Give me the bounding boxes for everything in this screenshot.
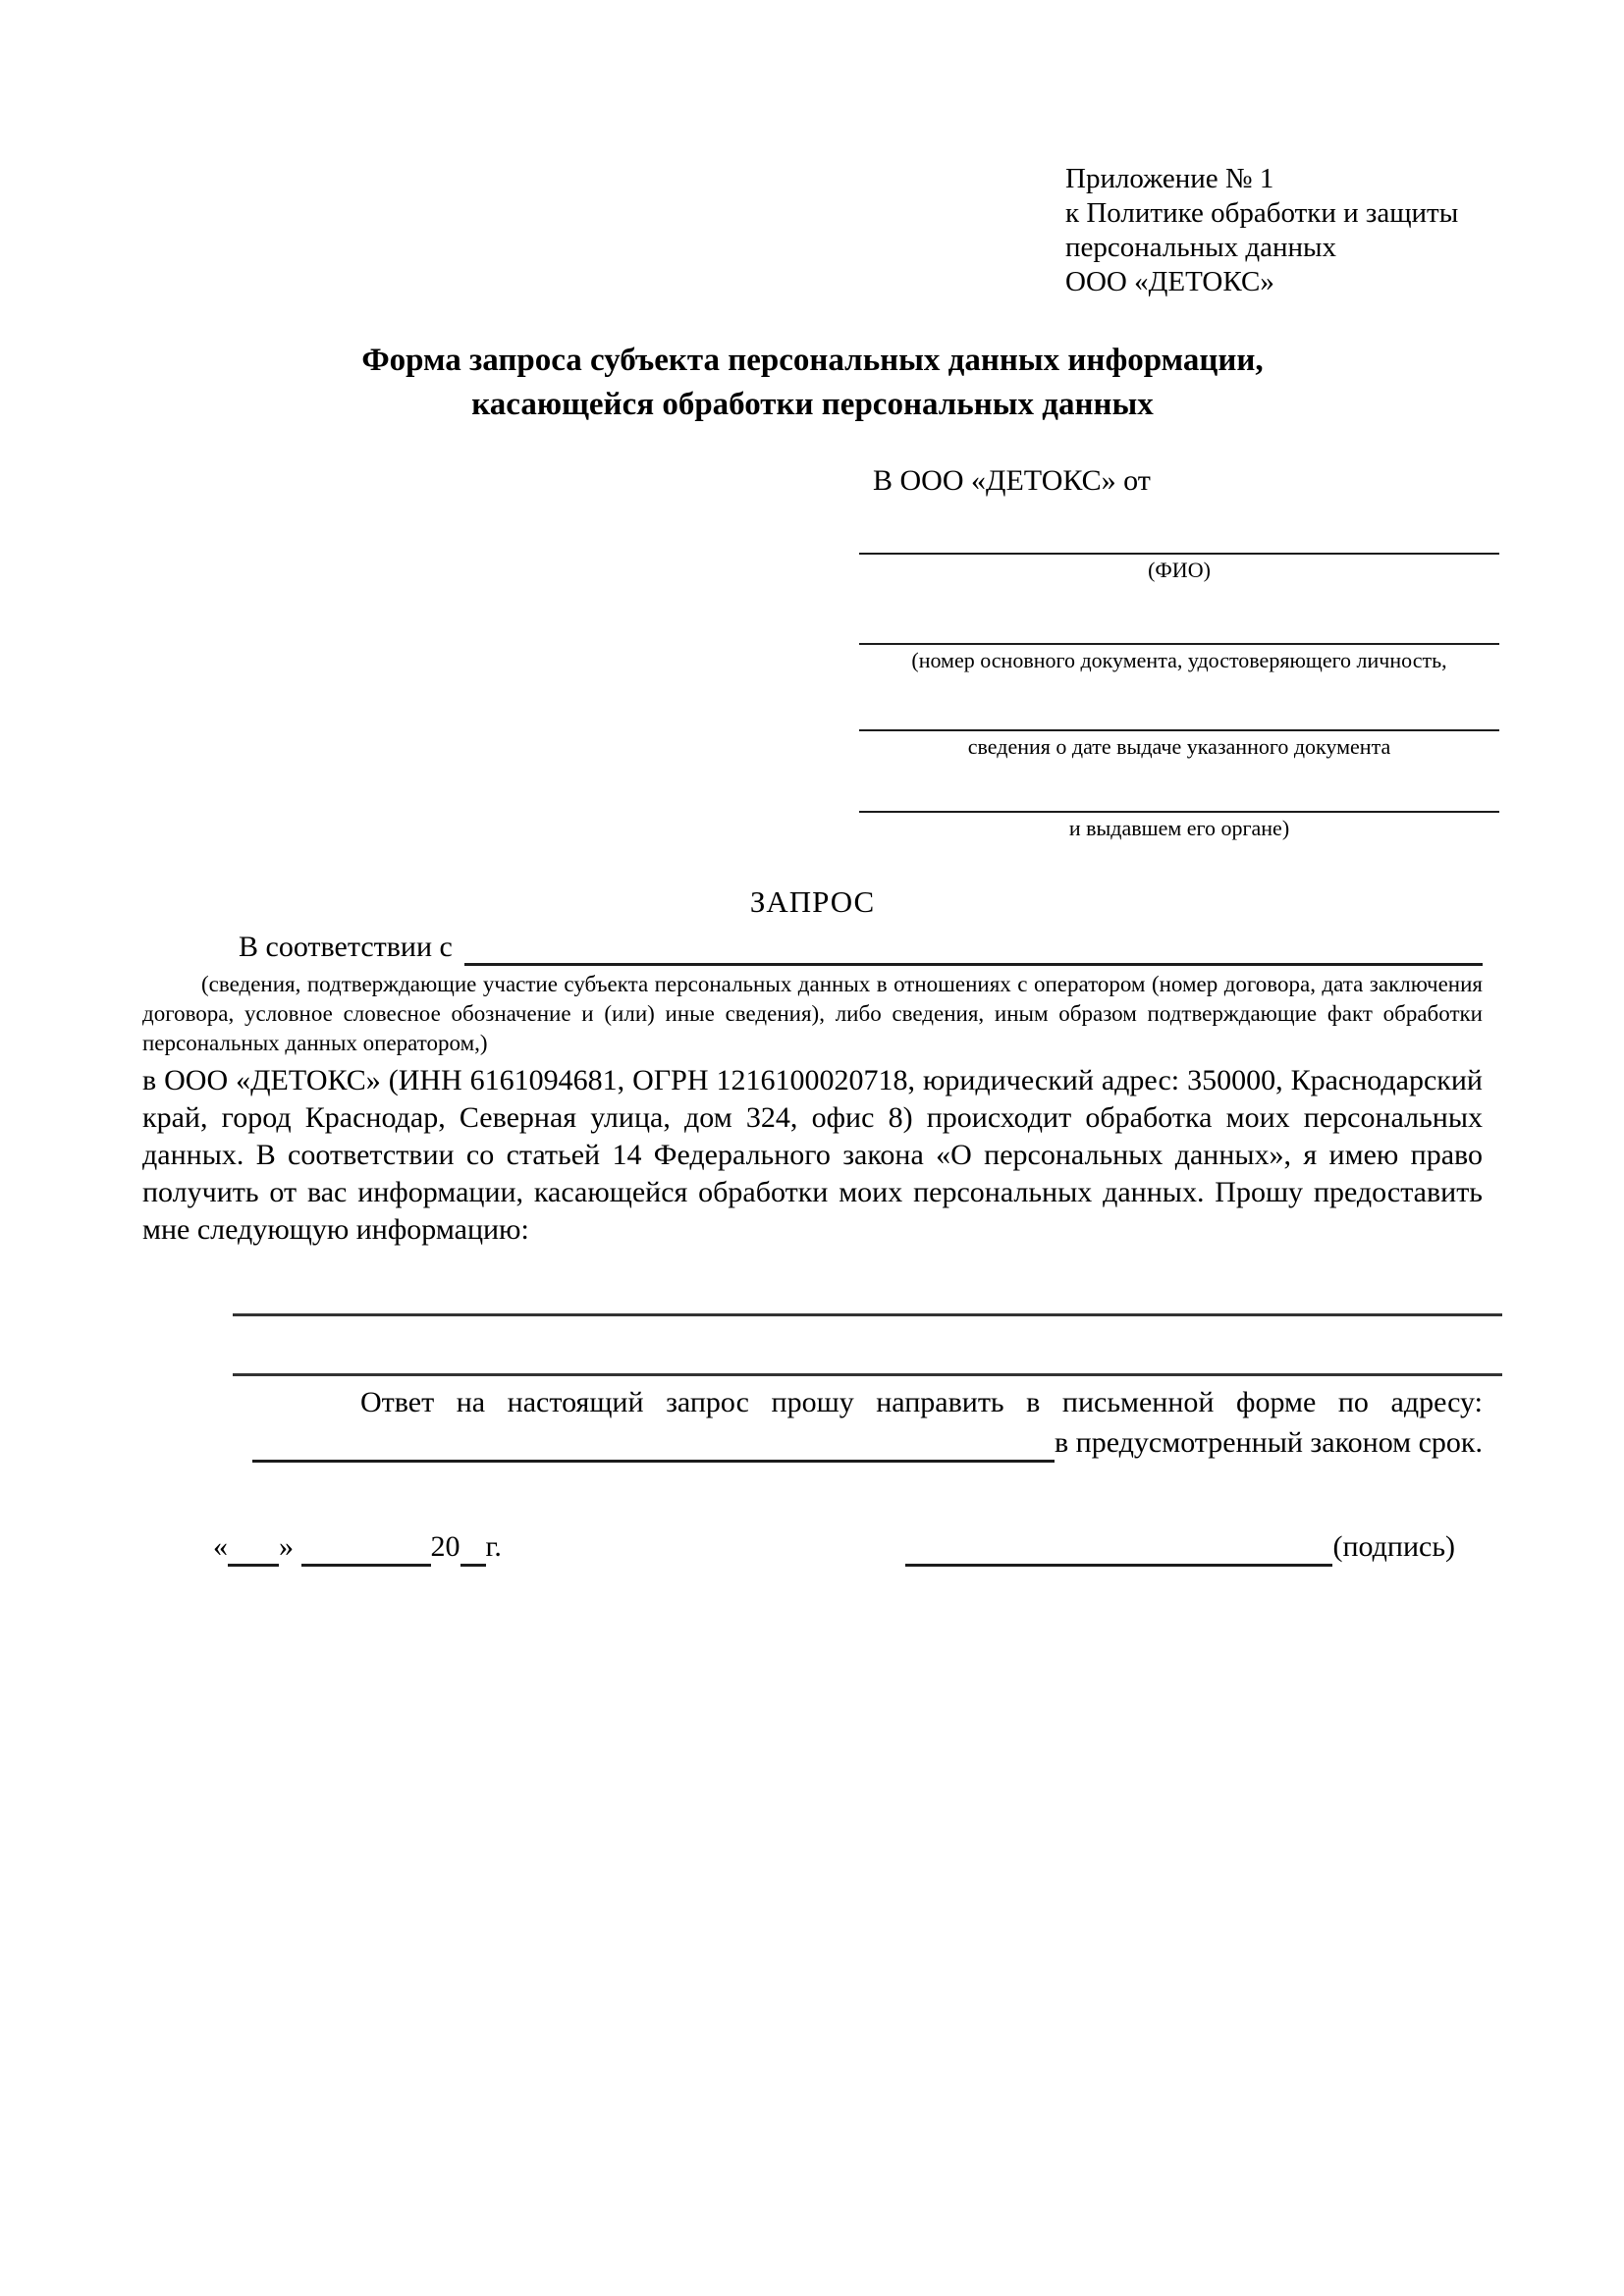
reply-address-sentence: Ответ на настоящий запрос прошу направить в письменной форме по адресу: (360, 1386, 1483, 1418)
document-title-line: Форма запроса субъекта персональных данных информации, (361, 343, 1264, 378)
document-title (142, 339, 1483, 427)
recipient-block (859, 462, 1499, 842)
issue-date-blank-line (859, 706, 1499, 731)
date-month-blank (301, 1532, 431, 1567)
reply-address-row (142, 1423, 1483, 1463)
date-signature-row (142, 1527, 1483, 1567)
date-close-quote: » (279, 1530, 294, 1563)
fio-blank-line (859, 529, 1499, 555)
intro-prefix: В соответствии с (239, 931, 453, 963)
issuing-authority-blank-line (859, 787, 1499, 813)
information-blank-line (233, 1290, 1502, 1316)
appendix-reference-block (1065, 162, 1488, 299)
document-title-line: касающейся обработки персональных данных (471, 387, 1154, 422)
information-blank-line (233, 1350, 1502, 1376)
date-year-suffix: г. (485, 1530, 502, 1563)
document-number-blank-line (859, 619, 1499, 645)
intro-row (142, 929, 1483, 966)
spacer (859, 584, 1499, 619)
appendix-line: Приложение № 1 (1065, 163, 1274, 194)
date-year-prefix: 20 (430, 1530, 460, 1563)
document-number-caption: (номер основного документа, удостоверяющего личность, (911, 648, 1447, 672)
signature-group (905, 1527, 1455, 1567)
request-body-paragraph: в ООО «ДЕТОКС» (ИНН 6161094681, ОГРН 1216100020718, юридический адрес: 350000, Краснодарский край, город Краснодар, Северная улица, дом 324, офис 8) происходит обработка моих персональных данных. В соответствии со статьей 14 Федерального закона «О персональных данных», я имею право получить от вас информации, касающейся обработки моих персональных данных. Прошу предоставить мне следующую информацию: (142, 1064, 1483, 1246)
reply-suffix: в предусмотренный законом срок. (1055, 1426, 1483, 1459)
issuing-authority-caption: и выдавшем его органе) (1068, 816, 1290, 840)
signature-blank-line (905, 1532, 1332, 1567)
date-day-blank (228, 1532, 279, 1567)
date-open-quote: « (213, 1530, 228, 1563)
signature-caption: (подпись) (1332, 1530, 1455, 1563)
fio-caption: (ФИО) (1148, 558, 1211, 582)
appendix-line: ООО «ДЕТОКС» (1065, 266, 1274, 297)
spacer (859, 500, 1499, 529)
recipient-to-line: В ООО «ДЕТОКС» от (873, 464, 1151, 497)
spacer (859, 674, 1499, 706)
intro-note: (сведения, подтверждающие участие субъекта персональных данных в отношениях с оператором (номер договора, дата заключения договора, условное словесное обозначение и (или) иные сведения), либо сведения, иным образом подтверждающие факт обработки персональных данных оператором,) (142, 972, 1483, 1055)
appendix-line: к Политике обработки и защиты (1065, 197, 1459, 229)
request-heading: ЗАПРОС (749, 884, 876, 919)
intro-blank-line (464, 930, 1483, 966)
date-group (213, 1527, 502, 1567)
appendix-line: персональных данных (1065, 232, 1337, 263)
reply-address-blank-line (252, 1424, 1055, 1463)
spacer (859, 761, 1499, 787)
issue-date-caption: сведения о дате выдаче указанного документа (967, 734, 1391, 759)
date-year-blank (460, 1532, 486, 1567)
